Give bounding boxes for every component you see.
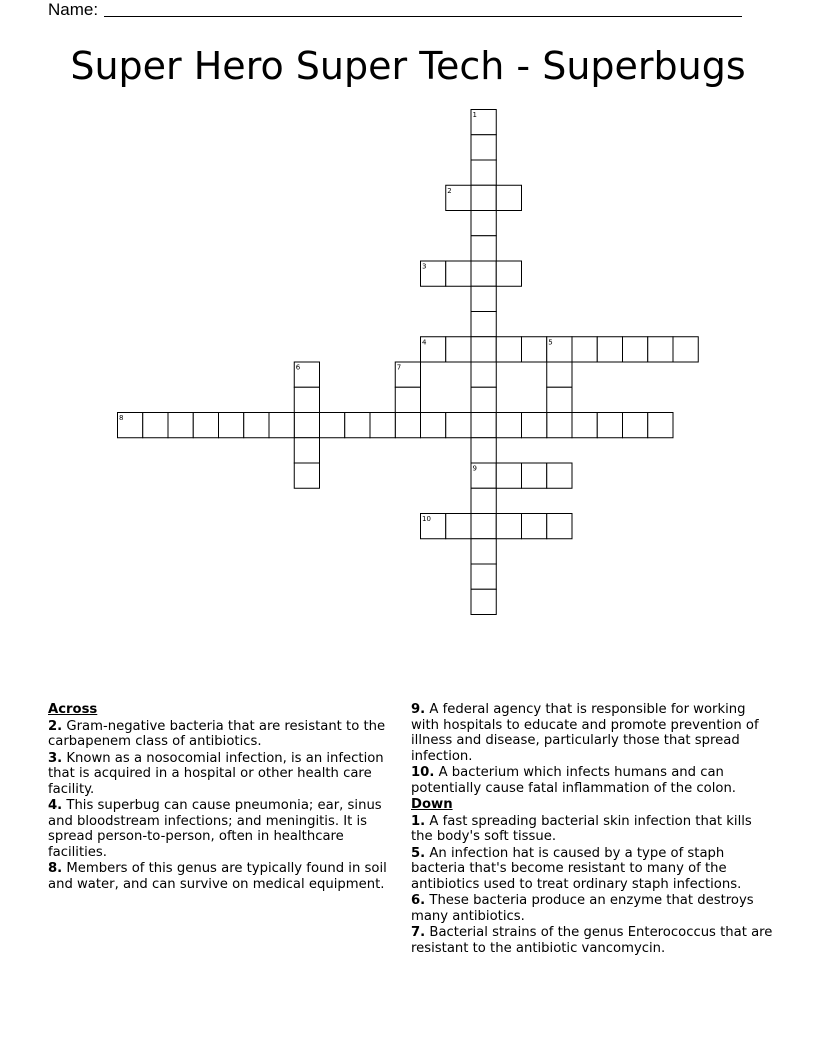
crossword-cell[interactable] bbox=[421, 337, 446, 362]
crossword-cell[interactable] bbox=[193, 413, 218, 438]
crossword-cell[interactable] bbox=[471, 185, 496, 210]
clue-number: 2. bbox=[48, 718, 63, 734]
crossword-cell[interactable] bbox=[496, 463, 521, 488]
crossword-cell[interactable] bbox=[471, 110, 496, 135]
crossword-cell[interactable] bbox=[471, 589, 496, 614]
clues-left-column bbox=[48, 702, 388, 893]
clue-across-2 bbox=[48, 719, 388, 750]
clue-across-3 bbox=[48, 751, 388, 798]
crossword-cell[interactable] bbox=[421, 261, 446, 286]
crossword-cell[interactable] bbox=[648, 337, 673, 362]
crossword-cell[interactable] bbox=[421, 413, 446, 438]
clue-down-1 bbox=[411, 814, 776, 845]
clue-down-5 bbox=[411, 846, 776, 893]
clue-number-label: 4 bbox=[422, 338, 427, 347]
crossword-cell[interactable] bbox=[471, 211, 496, 236]
clue-text: A federal agency that is responsible for working with hospitals to educate and promote prevention of illness and disease, particularly those that spread infection. bbox=[411, 702, 759, 764]
clue-text: A bacterium which infects humans and can potentially cause fatal inflammation of the colon. bbox=[411, 765, 736, 796]
crossword-cell[interactable] bbox=[471, 488, 496, 513]
crossword-cell[interactable] bbox=[421, 514, 446, 539]
across-heading: Across bbox=[48, 702, 98, 717]
clue-text: Bacterial strains of the genus Enterococcus that are resistant to the antibiotic vancomycin. bbox=[411, 925, 773, 956]
crossword-cell[interactable] bbox=[471, 438, 496, 463]
crossword-cell[interactable] bbox=[395, 413, 420, 438]
clue-across-4 bbox=[48, 798, 388, 860]
clue-number-label: 7 bbox=[396, 363, 402, 372]
crossword-cell[interactable] bbox=[143, 413, 168, 438]
clue-text: A fast spreading bacterial skin infection that kills the body's soft tissue. bbox=[411, 813, 752, 844]
crossword-cell[interactable] bbox=[395, 362, 420, 387]
crossword-cell[interactable] bbox=[547, 413, 572, 438]
crossword-cell[interactable] bbox=[547, 463, 572, 488]
crossword-cell[interactable] bbox=[294, 463, 319, 488]
crossword-cell[interactable] bbox=[471, 539, 496, 564]
crossword-cell[interactable] bbox=[496, 185, 521, 210]
page-title: Super Hero Super Tech - Superbugs bbox=[70, 44, 746, 88]
crossword-cell[interactable] bbox=[219, 413, 244, 438]
crossword-cell[interactable] bbox=[471, 564, 496, 589]
crossword-cell[interactable] bbox=[597, 413, 622, 438]
crossword-cell[interactable] bbox=[547, 514, 572, 539]
clue-number-label: 6 bbox=[295, 363, 301, 372]
clue-number: 8. bbox=[48, 861, 63, 876]
clue-number: 7. bbox=[411, 925, 426, 940]
crossword-cell[interactable] bbox=[471, 387, 496, 412]
clue-number: 1. bbox=[411, 813, 426, 829]
clue-down-6 bbox=[411, 893, 776, 924]
clue-number-label: 2 bbox=[447, 186, 452, 195]
crossword-cell[interactable] bbox=[345, 413, 370, 438]
crossword-cell[interactable] bbox=[446, 413, 471, 438]
clue-text: Known as a nosocomial infection, is an infection that is acquired in a hospital or other health care facility. bbox=[48, 750, 384, 797]
clue-number-label: 3 bbox=[422, 262, 427, 271]
clue-number: 3. bbox=[48, 750, 63, 766]
crossword-cell[interactable] bbox=[648, 413, 673, 438]
crossword-cell[interactable] bbox=[597, 337, 622, 362]
crossword-cell[interactable] bbox=[547, 362, 572, 387]
crossword-cell[interactable] bbox=[547, 387, 572, 412]
clue-text: An infection hat is caused by a type of staph bacteria that's become resistant to many of the antibiotics used to treat ordinary staph infections. bbox=[411, 845, 742, 892]
crossword-cell[interactable] bbox=[446, 185, 471, 210]
crossword-cell[interactable] bbox=[522, 463, 547, 488]
crossword-cell[interactable] bbox=[471, 135, 496, 160]
crossword-cell[interactable] bbox=[496, 337, 521, 362]
crossword-cell[interactable] bbox=[496, 514, 521, 539]
crossword-cell[interactable] bbox=[471, 362, 496, 387]
crossword-cell[interactable] bbox=[623, 337, 648, 362]
crossword-cell[interactable] bbox=[471, 463, 496, 488]
clue-across-8 bbox=[48, 861, 388, 892]
crossword-cell[interactable] bbox=[572, 413, 597, 438]
crossword-cell[interactable] bbox=[269, 413, 294, 438]
crossword-cell[interactable] bbox=[572, 337, 597, 362]
clue-number: 10. bbox=[411, 765, 435, 780]
crossword-cell[interactable] bbox=[294, 387, 319, 412]
crossword-cell[interactable] bbox=[471, 514, 496, 539]
clue-number-label: 10 bbox=[422, 515, 431, 523]
crossword-cell[interactable] bbox=[244, 413, 269, 438]
name-label: Name: bbox=[48, 0, 99, 19]
clues-right-column bbox=[411, 702, 776, 957]
down-heading: Down bbox=[411, 797, 453, 812]
crossword-cell[interactable] bbox=[623, 413, 648, 438]
crossword-cell[interactable] bbox=[471, 337, 496, 362]
clue-number: 6. bbox=[411, 893, 426, 908]
crossword-cell[interactable] bbox=[446, 337, 471, 362]
crossword-cell[interactable] bbox=[471, 312, 496, 337]
crossword-cell[interactable] bbox=[446, 514, 471, 539]
clue-across-10 bbox=[411, 765, 776, 796]
crossword-cell[interactable] bbox=[168, 413, 193, 438]
crossword-cell[interactable] bbox=[496, 261, 521, 286]
clue-number: 4. bbox=[48, 798, 63, 813]
crossword-cell[interactable] bbox=[395, 387, 420, 412]
clue-number-label: 1 bbox=[472, 111, 477, 119]
clue-across-9 bbox=[411, 702, 776, 764]
crossword-cell[interactable] bbox=[118, 413, 143, 438]
crossword-cell[interactable] bbox=[471, 160, 496, 185]
clue-number-label: 9 bbox=[472, 464, 477, 473]
clue-number: 5. bbox=[411, 845, 426, 861]
crossword-cell[interactable] bbox=[446, 261, 471, 286]
crossword-cell[interactable] bbox=[471, 261, 496, 286]
crossword-cell[interactable] bbox=[547, 337, 572, 362]
crossword-cell[interactable] bbox=[522, 337, 547, 362]
crossword-cell[interactable] bbox=[496, 413, 521, 438]
clue-number: 9. bbox=[411, 702, 426, 717]
clue-text: These bacteria produce an enzyme that destroys many antibiotics. bbox=[411, 893, 754, 924]
clue-text: Gram-negative bacteria that are resistant to the carbapenem class of antibiotics. bbox=[48, 718, 386, 749]
crossword-cell[interactable] bbox=[471, 413, 496, 438]
crossword-cell[interactable] bbox=[294, 438, 319, 463]
crossword-cell[interactable] bbox=[522, 514, 547, 539]
crossword-cell[interactable] bbox=[320, 413, 345, 438]
crossword-cell[interactable] bbox=[522, 413, 547, 438]
crossword-cell[interactable] bbox=[294, 413, 319, 438]
name-underline[interactable] bbox=[104, 16, 742, 17]
clue-text: This superbug can cause pneumonia; ear, sinus and bloodstream infections; and meningitis. It is spread person-to-person, often in healthcare facilities. bbox=[48, 798, 382, 860]
crossword-cell[interactable] bbox=[471, 286, 496, 311]
crossword-cell[interactable] bbox=[294, 362, 319, 387]
crossword-cell[interactable] bbox=[673, 337, 698, 362]
clue-text: Members of this genus are typically found in soil and water, and can survive on medical equipment. bbox=[48, 861, 387, 892]
crossword-cell[interactable] bbox=[471, 236, 496, 261]
clue-number-label: 8 bbox=[119, 414, 124, 422]
name-line bbox=[48, 0, 748, 22]
crossword-cell[interactable] bbox=[370, 413, 395, 438]
clue-down-7 bbox=[411, 925, 776, 956]
clue-number-label: 5 bbox=[548, 338, 553, 347]
